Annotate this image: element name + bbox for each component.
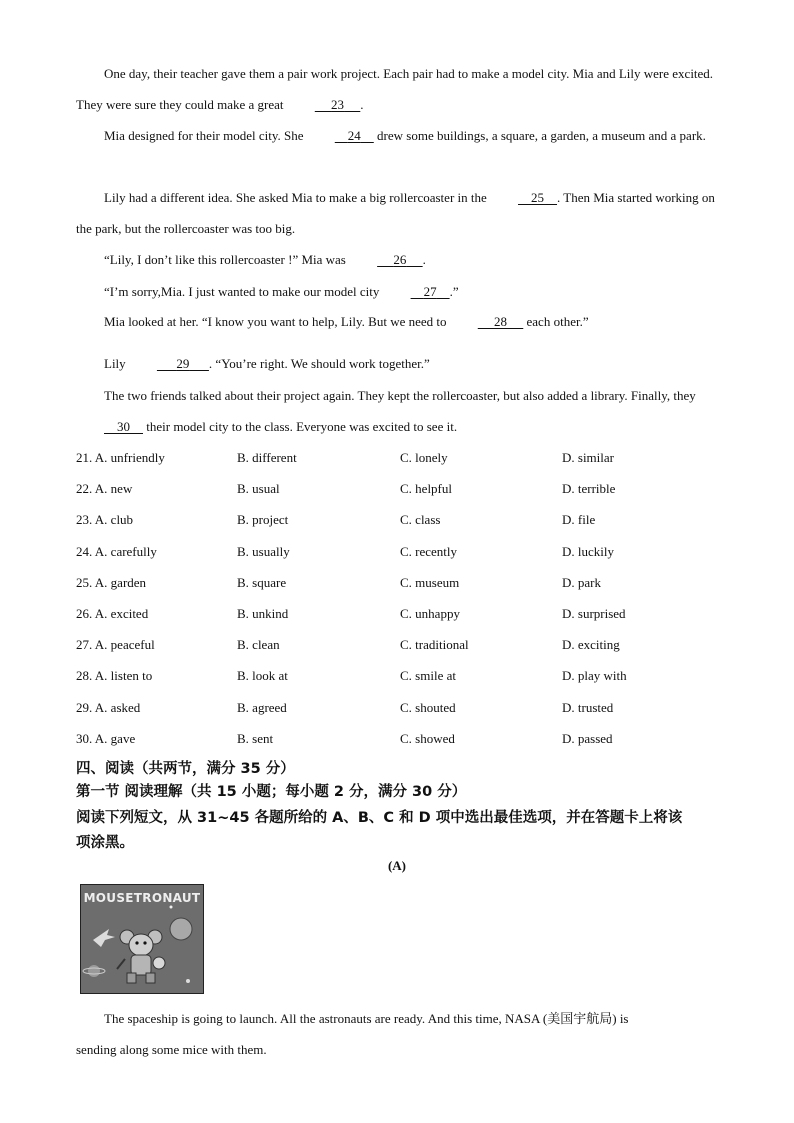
mouse-astronaut-illustration	[81, 885, 203, 993]
option-c: C. traditional	[400, 637, 469, 652]
blank-23: 23	[331, 97, 345, 112]
passage-text: One day, their teacher gave them a pair work project. Each pair had to make a model city. Mia and Lily were excited. They were sure they could make a great	[76, 66, 714, 112]
option-a: 26. A. excited	[76, 606, 149, 621]
passage-paragraph-3: Lily had a different idea. She asked Mia to make a big rollercoaster in the 25 . Then Mia started working on the park, but the rollercoaster was too big.	[76, 182, 716, 244]
option-c: C. smile at	[400, 668, 456, 683]
option-d: D. play with	[562, 668, 627, 683]
option-b: B. unkind	[237, 606, 289, 621]
option-b: B. square	[237, 575, 287, 590]
option-b: B. sent	[237, 731, 274, 746]
section-subheading: 第一节 阅读理解（共 15 小题；每小题 2 分，满分 30 分）	[76, 784, 467, 800]
option-b: B. different	[237, 450, 297, 465]
option-d: D. park	[562, 575, 601, 590]
question-21-options	[76, 450, 736, 470]
question-30-options	[76, 731, 736, 751]
passage-paragraph-4: “Lily, I don’t like this rollercoaster !” Mia was 26 .	[76, 244, 716, 275]
option-d: D. passed	[562, 731, 613, 746]
blank-26: 26	[393, 252, 407, 267]
image-banner: MOUSETRONAUT	[83, 891, 201, 905]
reading-line-1: The spaceship is going to launch. All the astronauts are ready. And this time, NASA (美国宇航局) is	[104, 1011, 629, 1026]
question-26-options	[76, 606, 736, 626]
option-d: D. terrible	[562, 481, 616, 496]
option-c: C. shouted	[400, 700, 456, 715]
section-instruction-line1: 阅读下列短文，从 31~45 各题所给的 A、B、C 和 D 项中选出最佳选项，并在答题卡上将该	[76, 810, 683, 826]
option-b: B. project	[237, 512, 289, 527]
option-c: C. showed	[400, 731, 455, 746]
part-label: (A)	[387, 858, 407, 873]
option-c: C. recently	[400, 544, 458, 559]
passage-paragraph-8: The two friends talked about their project again. They kept the rollercoaster, but also added a library. Finally, they 30 their model city to the class. Everyone was excited to see it.	[76, 380, 716, 442]
question-28-options	[76, 668, 736, 688]
question-23-options	[76, 512, 736, 532]
option-a: 21. A. unfriendly	[76, 450, 165, 465]
option-b: B. clean	[237, 637, 280, 652]
passage-paragraph-6: Mia looked at her. “I know you want to help, Lily. But we need to 28 each other.”	[76, 306, 716, 337]
question-25-options	[76, 575, 736, 595]
option-d: D. exciting	[562, 637, 620, 652]
section-heading: 四、阅读（共两节，满分 35 分）	[76, 761, 295, 777]
option-c: C. lonely	[400, 450, 448, 465]
reading-line-2: sending along some mice with them.	[76, 1042, 267, 1057]
option-c: C. helpful	[400, 481, 452, 496]
option-a: 30. A. gave	[76, 731, 136, 746]
option-c: C. class	[400, 512, 441, 527]
option-d: D. luckily	[562, 544, 614, 559]
passage-paragraph-2: Mia designed for their model city. She 24 drew some buildings, a square, a garden, a museum and a park.	[76, 120, 716, 151]
blank-25: 25	[531, 190, 545, 205]
option-c: C. unhappy	[400, 606, 460, 621]
mousetronaut-image	[80, 884, 204, 994]
option-b: B. agreed	[237, 700, 287, 715]
blank-30: 30	[117, 419, 130, 434]
question-24-options	[76, 544, 736, 564]
option-a: 25. A. garden	[76, 575, 147, 590]
option-a: 27. A. peaceful	[76, 637, 155, 652]
option-b: B. usually	[237, 544, 290, 559]
blank-27: 27	[423, 284, 437, 299]
option-a: 23. A. club	[76, 512, 134, 527]
option-d: D. file	[562, 512, 596, 527]
option-d: D. similar	[562, 450, 614, 465]
option-a: 24. A. carefully	[76, 544, 157, 559]
option-d: D. surprised	[562, 606, 626, 621]
passage-paragraph-1: One day, their teacher gave them a pair work project. Each pair had to make a model city. Mia and Lily were excited. They were sure they could make a great 23 .	[76, 58, 716, 120]
option-b: B. look at	[237, 668, 288, 683]
question-27-options	[76, 637, 736, 657]
question-29-options	[76, 700, 736, 720]
question-22-options	[76, 481, 736, 501]
option-a: 22. A. new	[76, 481, 133, 496]
option-b: B. usual	[237, 481, 280, 496]
blank-28: 28	[494, 314, 508, 329]
passage-paragraph-7: Lily 29 . “You’re right. We should work together.”	[76, 348, 716, 379]
section-instruction-line2: 项涂黑。	[76, 835, 134, 851]
option-a: 28. A. listen to	[76, 668, 153, 683]
option-d: D. trusted	[562, 700, 614, 715]
passage-paragraph-5: “I’m sorry,Mia. I just wanted to make our model city 27 .”	[76, 276, 716, 307]
blank-24: 24	[347, 128, 361, 143]
option-c: C. museum	[400, 575, 460, 590]
option-a: 29. A. asked	[76, 700, 141, 715]
blank-29: 29	[176, 356, 190, 371]
